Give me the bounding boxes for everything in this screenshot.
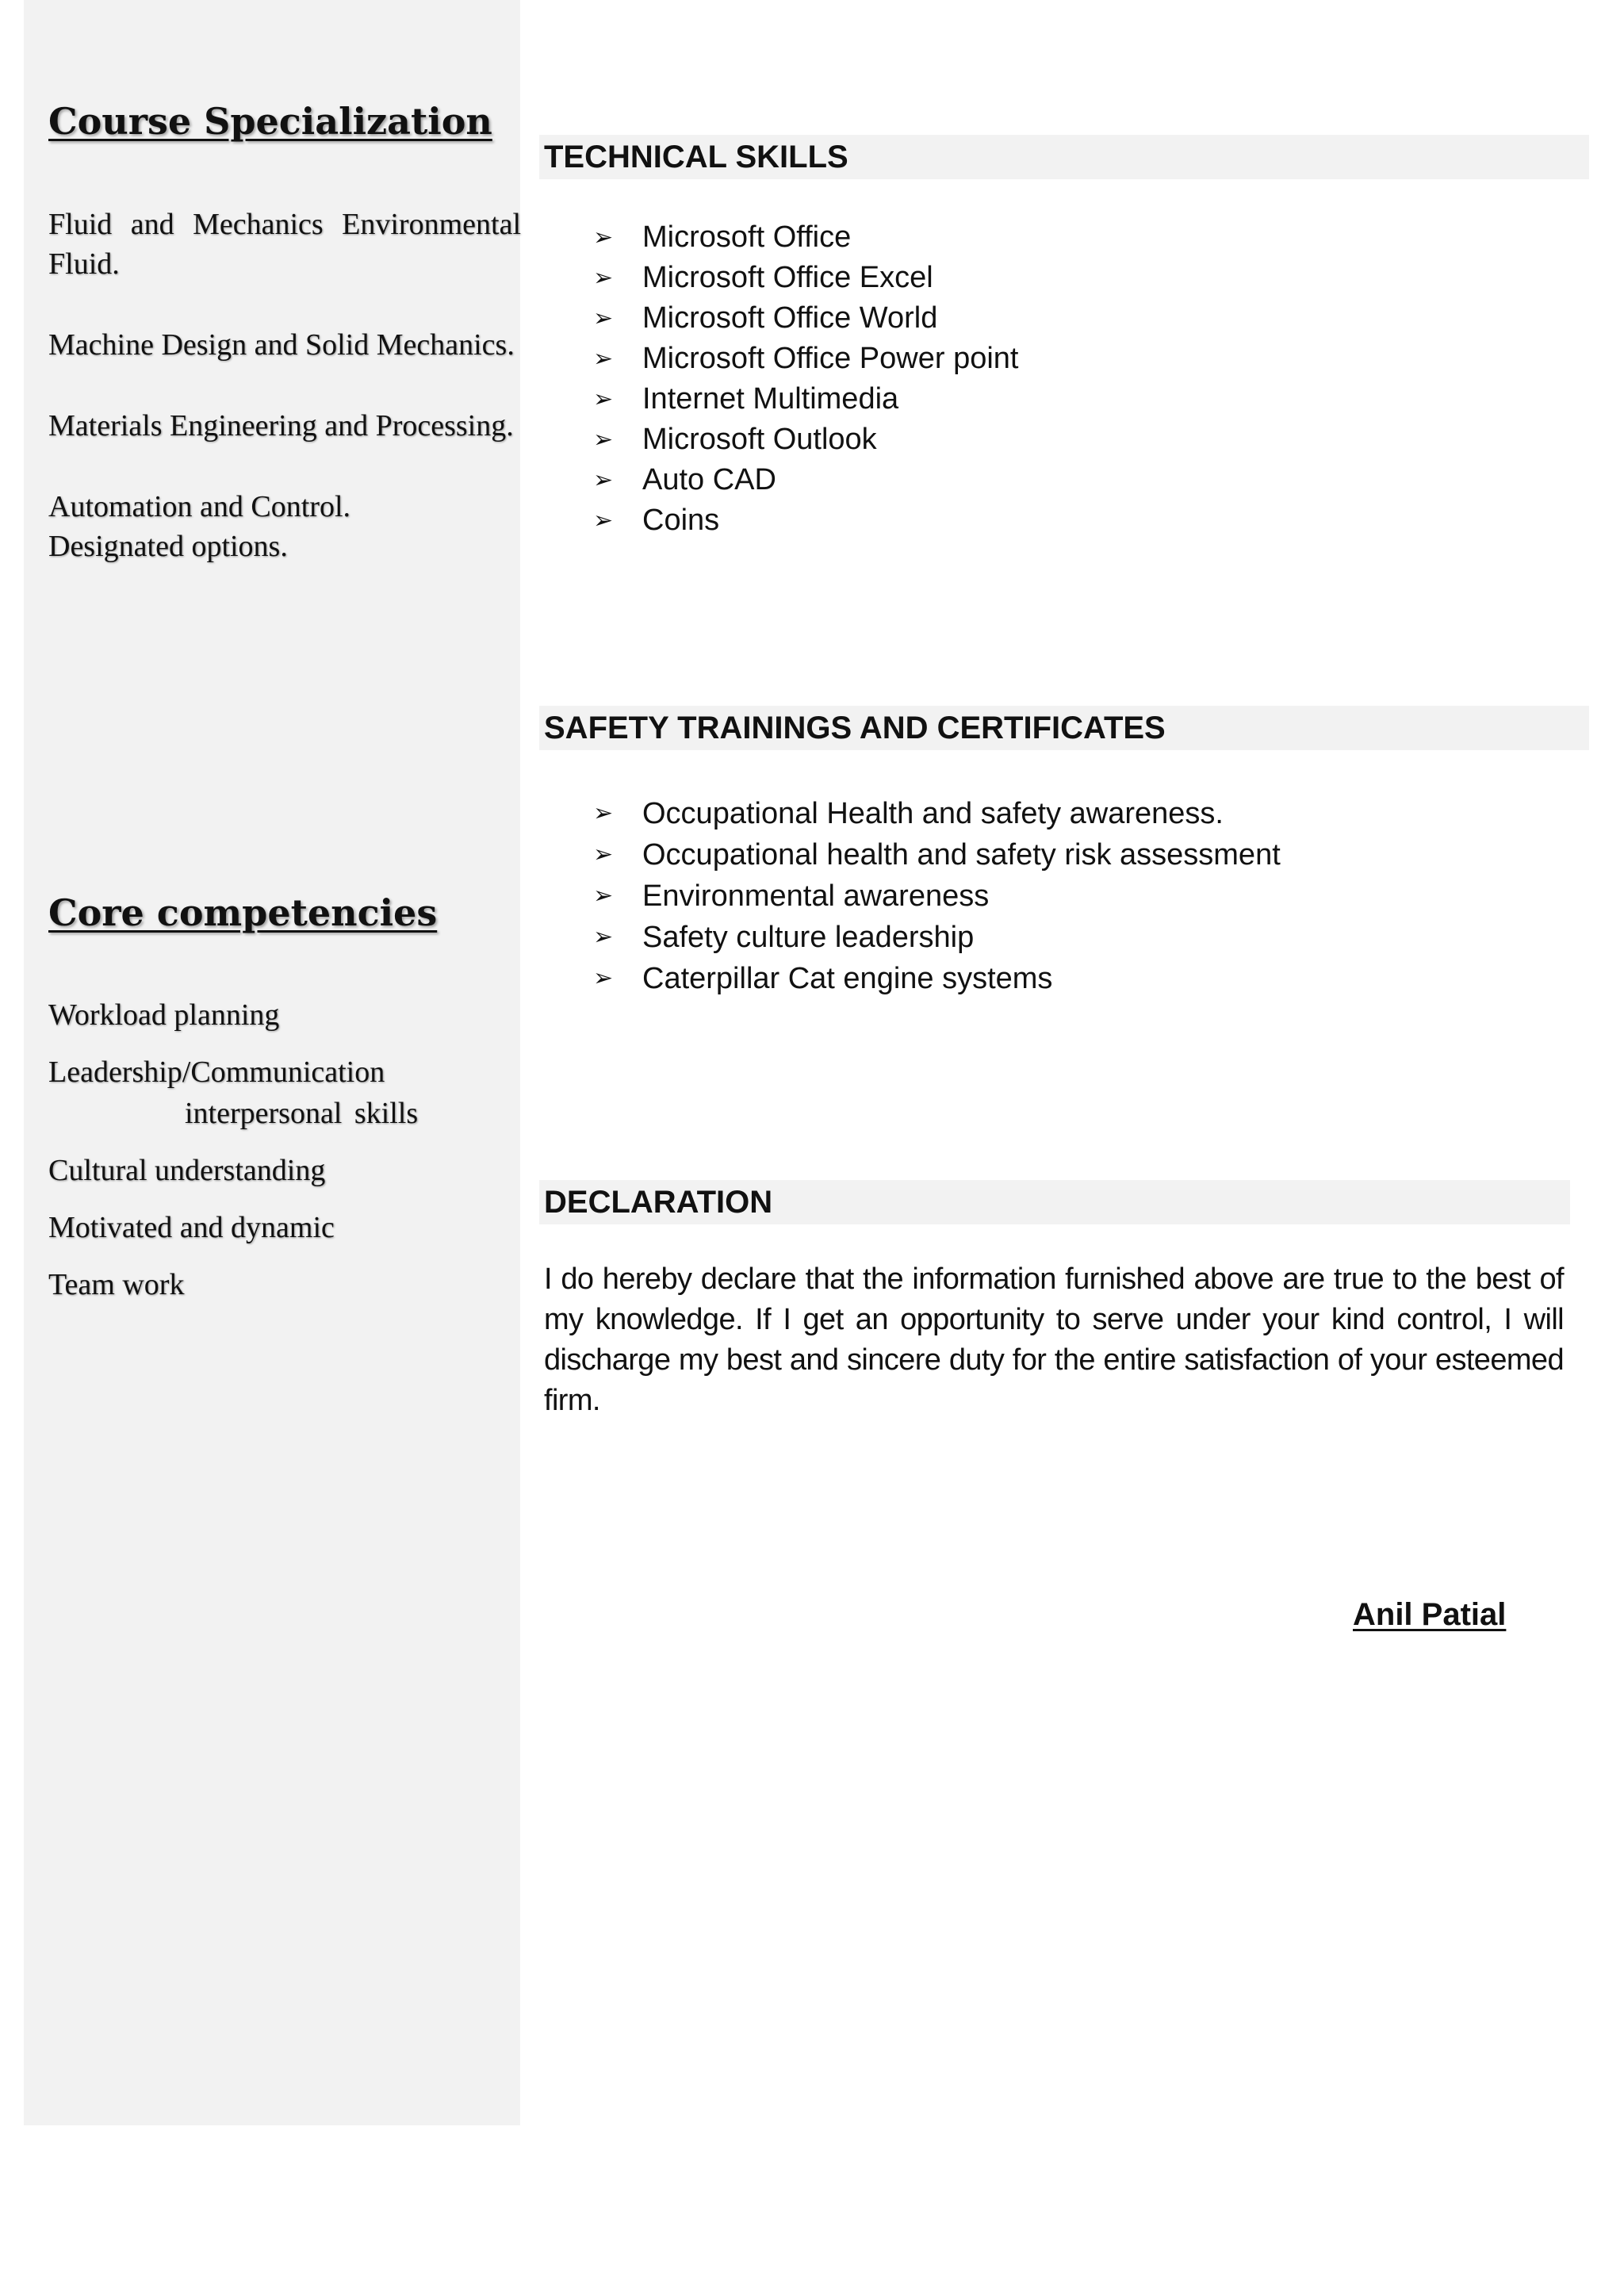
course-specialization-heading: Course Specialization — [48, 100, 492, 143]
technical-skills-title: TECHNICAL SKILLS — [544, 140, 848, 174]
list-item: ➢ Microsoft Office World — [593, 298, 1018, 339]
list-item: Machine Design and Solid Mechanics. — [48, 328, 515, 362]
arrowhead-bullet-icon: ➢ — [593, 224, 614, 251]
arrowhead-bullet-icon: ➢ — [593, 507, 614, 534]
declaration-title: DECLARATION — [544, 1185, 773, 1220]
list-item: Materials Engineering and Processing. — [48, 409, 514, 443]
arrowhead-bullet-icon: ➢ — [593, 264, 614, 292]
course-specialization-list — [48, 205, 521, 566]
arrowhead-bullet-icon: ➢ — [593, 964, 614, 992]
signature-name: Anil Patial — [1353, 1597, 1507, 1632]
arrowhead-bullet-icon: ➢ — [593, 466, 614, 494]
list-item: ➢ Microsoft Office Power point — [593, 339, 1018, 379]
list-item: ➢ Microsoft Outlook — [593, 420, 1018, 460]
core-competencies-heading: Core competencies — [48, 891, 438, 934]
list-item: ➢ Caterpillar Cat engine systems — [593, 958, 1281, 999]
competency-leadership: Leadership/Communication — [48, 1056, 385, 1089]
list-item: ➢ Environmental awareness — [593, 875, 1281, 917]
declaration-text: I do hereby declare that the information furnished above are true to the best of my knowledge. If I get an opportunity to serve under your kind control, I will discharge my best and sincere duty for the entire satisfaction of your esteemed firm. — [544, 1262, 1564, 1417]
list-item: Team work — [48, 1268, 185, 1301]
list-item: ➢ Occupational Health and safety awareness. — [593, 793, 1281, 834]
list-item: Designated options. — [48, 530, 288, 563]
arrowhead-bullet-icon: ➢ — [593, 882, 614, 910]
arrowhead-bullet-icon: ➢ — [593, 923, 614, 951]
competency-interpersonal: interpersonal skills — [185, 1097, 419, 1130]
technical-skills-header — [539, 135, 1589, 179]
list-item: ➢ Safety culture leadership — [593, 917, 1281, 958]
arrowhead-bullet-icon: ➢ — [593, 385, 614, 413]
arrowhead-bullet-icon: ➢ — [593, 841, 614, 868]
list-item: ➢ Coins — [593, 500, 1018, 541]
list-item: ➢ Auto CAD — [593, 460, 1018, 500]
technical-skills-list — [593, 217, 1018, 541]
sidebar — [24, 0, 520, 2125]
list-item: Cultural understanding — [48, 1154, 326, 1187]
list-item: ➢ Occupational health and safety risk assessment — [593, 834, 1281, 875]
safety-trainings-header — [539, 706, 1589, 750]
arrowhead-bullet-icon: ➢ — [593, 799, 614, 827]
list-item: Workload planning — [48, 998, 280, 1032]
safety-trainings-title: SAFETY TRAININGS AND CERTIFICATES — [544, 711, 1166, 745]
arrowhead-bullet-icon: ➢ — [593, 345, 614, 373]
arrowhead-bullet-icon: ➢ — [593, 426, 614, 454]
list-item: Automation and Control. — [48, 490, 351, 523]
list-item: ➢ Internet Multimedia — [593, 379, 1018, 420]
declaration-header — [539, 1180, 1570, 1224]
list-item — [48, 1052, 521, 1134]
list-item: Motivated and dynamic — [48, 1211, 335, 1244]
safety-trainings-list — [593, 793, 1281, 999]
list-item: ➢ Microsoft Office Excel — [593, 258, 1018, 298]
list-item: ➢ Microsoft Office — [593, 217, 1018, 258]
arrowhead-bullet-icon: ➢ — [593, 305, 614, 332]
list-item: Fluid and Mechanics Environmental Fluid. — [48, 208, 521, 281]
core-competencies-list — [48, 994, 521, 1321]
